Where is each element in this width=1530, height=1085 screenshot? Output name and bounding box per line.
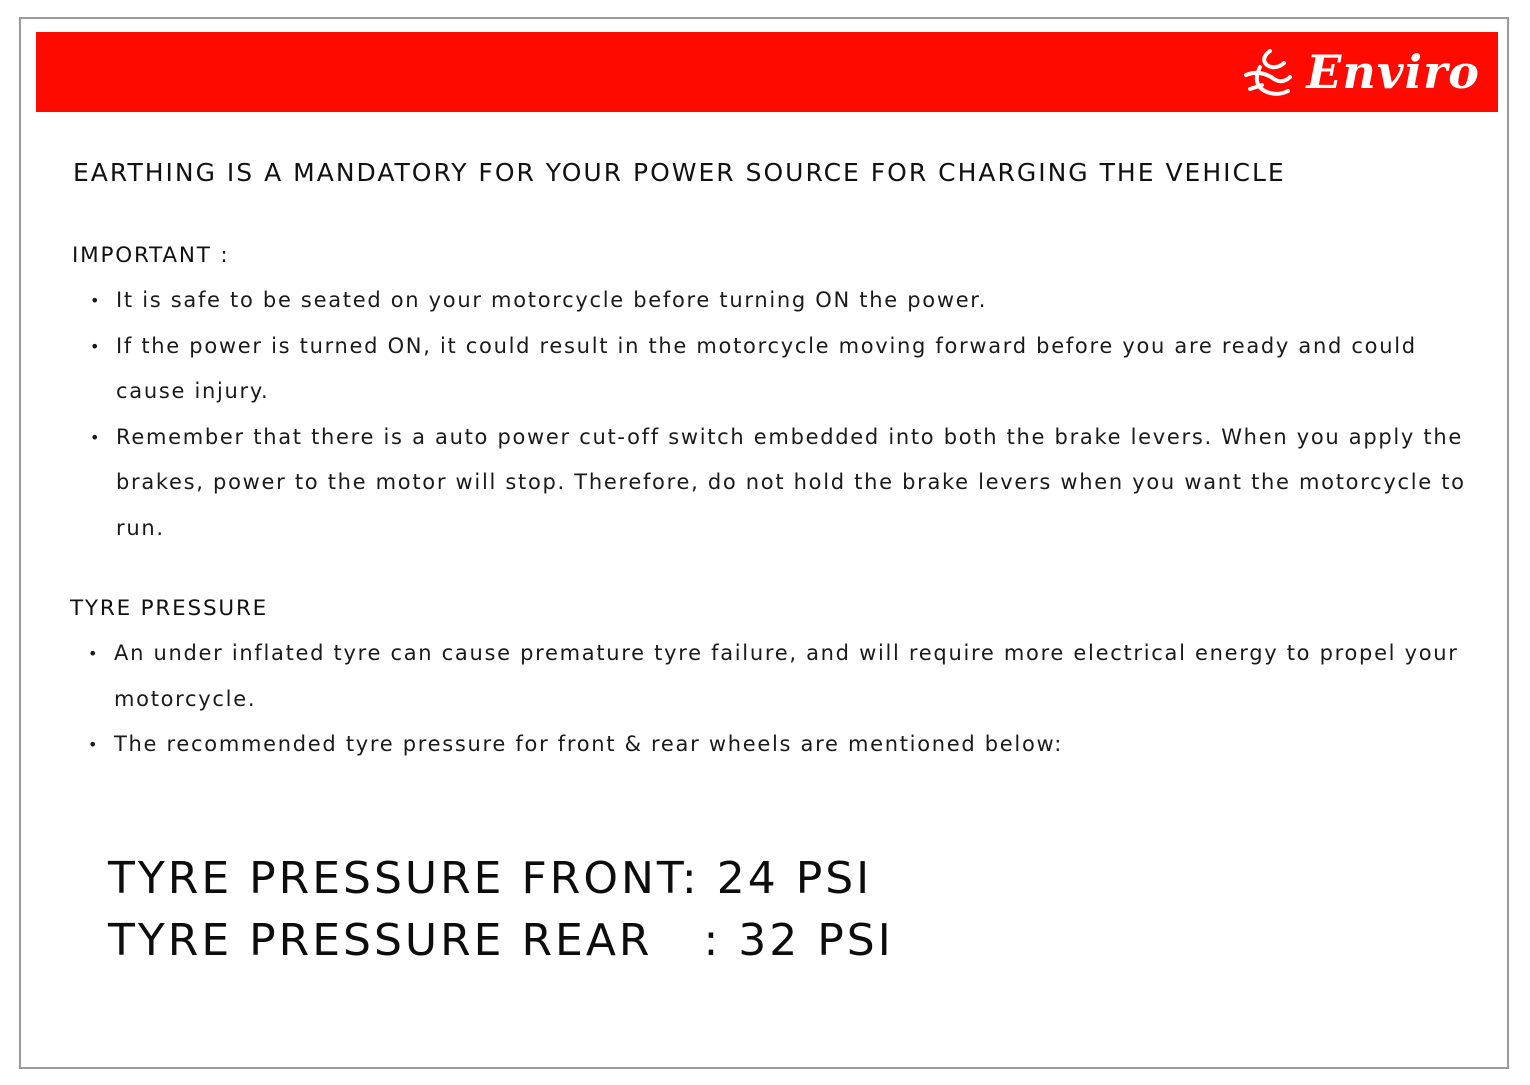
bullet-icon: •	[90, 336, 102, 356]
brand-logo	[1240, 38, 1480, 106]
important-heading-text: IMPORTANT	[72, 243, 212, 268]
list-item	[88, 722, 1464, 768]
bullet-icon: •	[88, 644, 100, 663]
list-item	[90, 278, 1466, 324]
earthing-headline: EARTHING IS A MANDATORY FOR YOUR POWER SOURCE FOR CHARGING THE VEHICLE	[73, 158, 1286, 187]
important-heading-suffix: :	[211, 243, 230, 268]
list-item-text: The recommended tyre pressure for front & rear wheels are mentioned below:	[114, 732, 1064, 756]
list-item-text: It is safe to be seated on your motorcycle before turning ON the power.	[116, 288, 988, 312]
list-item	[90, 324, 1466, 415]
tyre-pressure-front: TYRE PRESSURE FRONT: 24 PSI	[108, 853, 873, 904]
important-heading	[72, 243, 229, 268]
list-item-text: If the power is turned ON, it could result in the motorcycle moving forward before you are ready and could cause injury.	[116, 333, 1417, 403]
tyre-pressure-heading: TYRE PRESSURE	[70, 596, 269, 621]
list-item-text: Remember that there is a auto power cut-off switch embedded into both the brake levers. When you apply the brakes, power to the motor will stop. Therefore, do not hold the brake levers when you want the motorcycle to run.	[116, 424, 1466, 540]
bullet-icon: •	[90, 427, 102, 447]
tyre-pressure-list	[88, 631, 1464, 768]
list-item-text: An under inflated tyre can cause premature tyre failure, and will require more electrical energy to propel your motorcycle.	[114, 641, 1459, 711]
list-item	[90, 415, 1466, 552]
bullet-icon: •	[88, 735, 100, 754]
bullet-icon: •	[90, 291, 102, 310]
header-bar	[36, 32, 1498, 112]
list-item	[88, 631, 1464, 722]
brand-name: Enviro	[1306, 45, 1480, 99]
tyre-pressure-rear: TYRE PRESSURE REAR : 32 PSI	[108, 915, 894, 966]
important-list	[90, 278, 1466, 551]
runner-logo-icon	[1240, 45, 1294, 99]
